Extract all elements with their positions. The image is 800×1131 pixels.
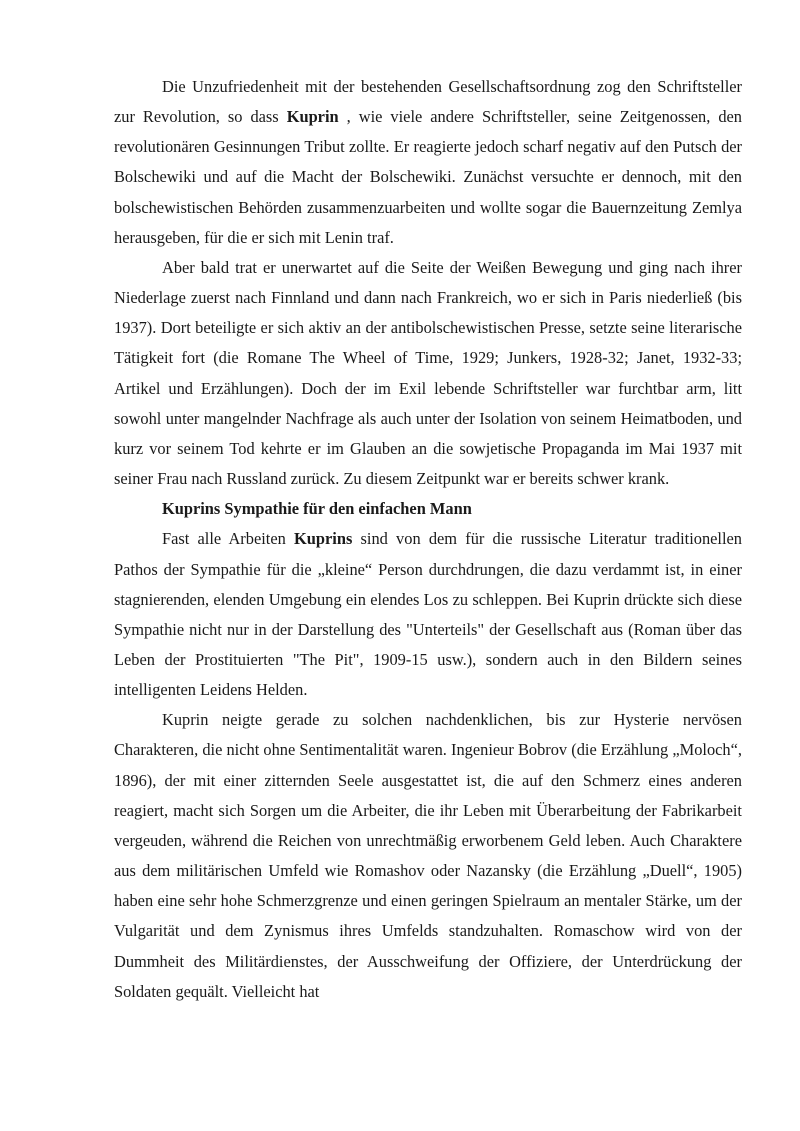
paragraph-1-text-start: Die Unzufriedenheit mit der bestehenden Gesellschaftsordnung zog den Schriftsteller zur Revolution, so dass (114, 77, 742, 127)
paragraph-3 (114, 524, 742, 705)
author-name: Kuprin (286, 107, 339, 127)
section-heading: Kuprins Sympathie für den einfachen Mann (162, 499, 472, 519)
paragraph-1 (114, 72, 742, 253)
paragraph-3-text-start: Fast alle Arbeiten (162, 529, 295, 549)
paragraph-3-text-end: sind von dem für die russische Literatur traditionellen Pathos der Sympathie für die „kleine“ Person durchdrungen, die dazu verdammt ist, in einer stagnierenden, elenden Umgebung ein elendes Los zu schleppen. Bei Kuprin drückte sich diese Sympathie nicht nur in der Darstellung des "Unterteils" der Gesellschaft aus (Roman über das Leben der Prostituierten "The Pit", 1909-15 usw.), sondern auch in den Bildern seines intelligenten Leidens Helden. (114, 529, 742, 700)
paragraph-1-text-end: , wie viele andere Schriftsteller, seine Zeitgenossen, den revolutionären Gesinnungen Tribut zollte. Er reagierte jedoch scharf negativ auf den Putsch der Bolschewiki und auf die Macht der Bolschewiki. Zunächst versuchte er dennoch, mit den bolschewistischen Behörden zusammenzuarbeiten und wollte sogar die Bauernzeitung Zemlya herausgeben, für die er sich mit Lenin traf. (114, 107, 742, 247)
document-body (114, 72, 742, 1007)
paragraph-4: Kuprin neigte gerade zu solchen nachdenklichen, bis zur Hysterie nervösen Charakteren, die nicht ohne Sentimentalität waren. Ingenieur Bobrov (die Erzählung „Moloch“, 1896), der mit einer zitternden Seele ausgestattet ist, die auf den Schmerz eines anderen reagiert, macht sich Sorgen um die Arbeiter, die ihr Leben mit Überarbeitung der Fabrikarbeit vergeuden, während die Reichen von unrechtmäßig erworbenem Geld leben. Auch Charaktere aus dem militärischen Umfeld wie Romashov oder Nazansky (die Erzählung „Duell“, 1905) haben eine sehr hohe Schmerzgrenze und einen geringen Spielraum an mentaler Stärke, um der Vulgarität und dem Zynismus ihres Umfelds standzuhalten. Romaschow wird von der Dummheit des Militärdienstes, der Ausschweifung der Offiziere, der Unterdrückung der Soldaten gequält. Vielleicht hat (114, 710, 742, 1001)
author-name-genitive: Kuprins (294, 529, 353, 549)
paragraph-2: Aber bald trat er unerwartet auf die Seite der Weißen Bewegung und ging nach ihrer Niederlage zuerst nach Finnland und dann nach Frankreich, wo er sich in Paris niederließ (bis 1937). Dort beteiligte er sich aktiv an der antibolschewistischen Presse, setzte seine literarische Tätigkeit fort (die Romane The Wheel of Time, 1929; Junkers, 1928-32; Janet, 1932-33; Artikel und Erzählungen). Doch der im Exil lebende Schriftsteller war furchtbar arm, litt sowohl unter mangelnder Nachfrage als auch unter der Isolation von seinem Heimatboden, und kurz vor seinem Tod kehrte er im Glauben an die sowjetische Propaganda im Mai 1937 mit seiner Frau nach Russland zurück. Zu diesem Zeitpunkt war er bereits schwer krank. (114, 257, 742, 489)
